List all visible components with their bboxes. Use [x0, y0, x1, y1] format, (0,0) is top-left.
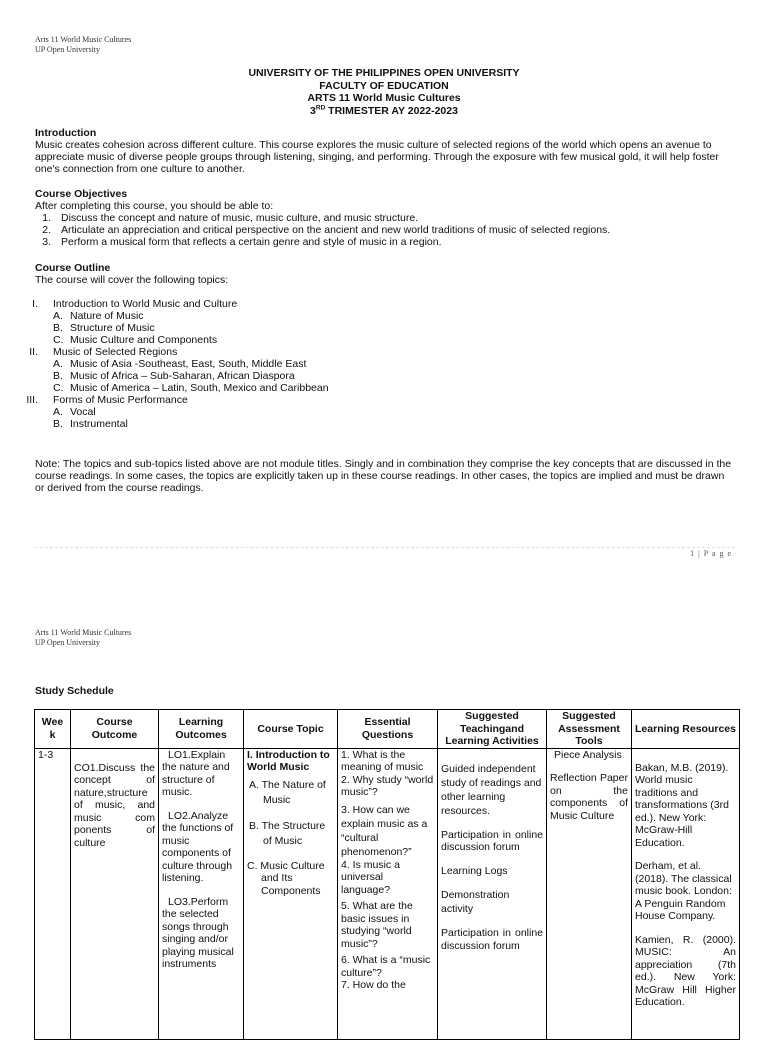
study-schedule-table — [34, 709, 740, 1040]
outline-subtopic: A. Music of Asia -Southeast, East, South, Middle East — [53, 358, 307, 370]
objectives-intro: After completing this course, you should be able to: — [35, 200, 274, 212]
study-schedule-heading: Study Schedule — [35, 685, 114, 697]
topic-sub: B. The Structure of Music — [249, 819, 326, 847]
introduction-heading: Introduction — [35, 127, 97, 139]
col-essential-questions: Essential Questions — [338, 710, 438, 749]
resource-item: Derham, et al. (2018). The classical music book. London: A Penguin Random House Company. — [635, 860, 732, 922]
question-item: 7. How do the — [341, 979, 406, 991]
assessment-item: Piece Analysis — [554, 748, 622, 761]
activity-item: Participation in online discussion forum — [441, 828, 543, 853]
outline-heading: Course Outline — [35, 262, 111, 274]
cell-activities — [438, 748, 547, 1039]
resource-item: Bakan, M.B. (2019). World music traditions and transformations (3rd ed.). New York: McGraw-Hill Education. — [635, 761, 729, 849]
question-item: 2. Why study “world music”? — [341, 773, 434, 798]
col-course-topic: Course Topic — [244, 710, 338, 749]
cell-assessment — [547, 748, 632, 1039]
question-item: 6. What is a “music culture”? — [341, 954, 431, 979]
topic-sub: C. Music Culture and Its Components — [247, 859, 325, 897]
col-assessment: Suggested Assessment Tools — [547, 710, 632, 749]
outline-subtopic: B. Instrumental — [53, 418, 128, 430]
title-faculty: FACULTY OF EDUCATION — [319, 79, 449, 92]
topic-sub: A. The Nature of Music — [249, 778, 326, 806]
cell-resources — [632, 748, 740, 1039]
learning-outcome-item: LO1.Explain the nature and structure of music. — [162, 748, 230, 798]
outline-note: Note: The topics and sub-topics listed above are not module titles. Singly and in combination they comprise the key concepts that are discussed in the course readings. In some cases, the topics are explicitly taken up in these course readings. In other cases, the topics are implied and must be drawn or derived from the course readings. — [35, 458, 732, 494]
cell-course-outcome: CO1.Discuss the concept of nature,structure of music, and music com ponents of culture — [71, 748, 159, 1039]
title-term: 3RD TRIMESTER AY 2022-2023 — [310, 104, 458, 117]
col-activities: Suggested Teachingand Learning Activities — [438, 710, 547, 749]
question-item: 1. What is the meaning of music — [341, 748, 424, 773]
activity-item: Learning Logs — [441, 864, 508, 877]
col-resources: Learning Resources — [632, 710, 740, 749]
running-header-course: Arts 11 World Music Cultures — [35, 35, 132, 44]
introduction-text: Music creates cohesion across different culture. This course explores the music culture of selected regions of the world which opens an avenue to appreciate music of diverse people groups through listening, singing, and performing. Through the exposure with few musical gold, it will help foster one's connection from one culture to another. — [35, 139, 719, 175]
question-item: 4. Is music a universal language? — [341, 858, 400, 896]
assessment-item: Reflection Paper on the components of Music Culture — [550, 772, 628, 822]
table-header-row — [35, 710, 740, 749]
col-week: Wee k — [35, 710, 71, 749]
outline-subtopic: A. Vocal — [53, 406, 96, 418]
running-header-course: Arts 11 World Music Cultures — [35, 628, 132, 637]
outline-subtopic: C. Music of America – Latin, South, Mexico and Caribbean — [53, 382, 329, 394]
learning-outcome-item: LO3.Perform the selected songs through singing and/or playing musical instruments — [162, 895, 234, 970]
resource-item: Kamien, R. (2000). MUSIC: An appreciation (7th ed.). New York: McGraw Hill Higher Education. — [635, 933, 736, 1008]
outline-subtopic: A. Nature of Music — [53, 310, 144, 322]
col-learning-outcomes: Learning Outcomes — [159, 710, 244, 749]
cell-essential-questions — [338, 748, 438, 1039]
objectives-heading: Course Objectives — [35, 188, 128, 200]
learning-outcome-item: LO2.Analyze the functions of music components of culture through listening. — [162, 809, 234, 884]
title-course: ARTS 11 World Music Cultures — [307, 92, 461, 104]
title-university: UNIVERSITY OF THE PHILIPPINES OPEN UNIVERSITY — [248, 67, 520, 79]
page-divider — [35, 547, 735, 548]
cell-course-topic: I. Introduction to World Music A. The Nature of Music B. The Structure of Music C. Music Culture and Its Components — [244, 748, 338, 1039]
running-header-university: UP Open University — [35, 45, 101, 54]
cell-week: 1-3 — [35, 748, 71, 1039]
col-course-outcome: Course Outcome — [71, 710, 159, 749]
activity-item: Guided independent study of readings and other learning resources. — [441, 762, 542, 817]
outline-subtopic: B. Structure of Music — [53, 322, 155, 334]
page-number: 1 | P a g e — [690, 549, 732, 558]
question-item: 5. What are the basic issues in studying “world music”? — [341, 900, 413, 950]
question-item: 3. How can we explain music as a “cultural phenomenon?” — [341, 803, 428, 858]
cell-learning-outcomes — [159, 748, 244, 1039]
outline-intro: The course will cover the following topics: — [35, 274, 229, 286]
document-title — [0, 67, 768, 117]
running-header-university: UP Open University — [35, 638, 101, 647]
outline-subtopic: B. Music of Africa – Sub-Saharan, African Diaspora — [53, 370, 295, 382]
outline-subtopic: C. Music Culture and Components — [53, 334, 218, 346]
activity-item: Participation in online discussion forum — [441, 927, 543, 952]
activity-item: Demonstration activity — [441, 889, 510, 915]
table-row — [35, 748, 740, 1039]
